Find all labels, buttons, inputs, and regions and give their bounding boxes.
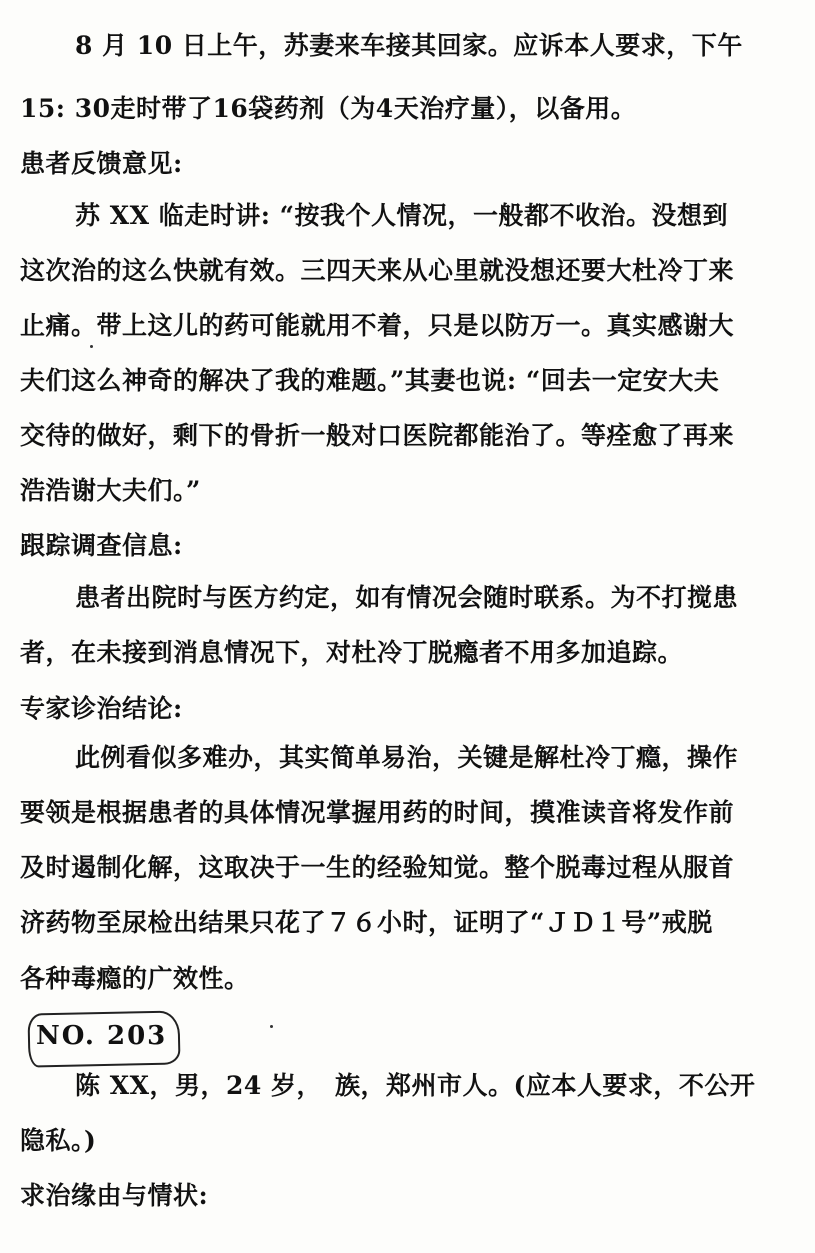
text-line-9: 浩浩谢大夫们。” — [20, 476, 201, 505]
text-line-8: 交待的做好，剩下的骨折一般对口医院都能治了。等痊愈了再来 — [20, 421, 735, 450]
text-line-6: 止痛。带上这儿的药可能就用不着，只是以防万一。真实感谢大 — [20, 311, 735, 340]
scan-speck — [90, 345, 93, 348]
text-line-20: 隐私。) — [20, 1126, 97, 1155]
text-line-17: 济药物至尿检出结果只花了７６小时，证明了“ＪＤ１号”戒脱 — [20, 908, 713, 937]
text-line-2: 15: 30走时带了16袋药剂（为4天治疗量），以备用。 — [20, 94, 637, 123]
text-line-19: 陈 XX，男，24 岁， 族，郑州市人。(应本人要求，不公开 — [75, 1071, 756, 1100]
text-line-7: 夫们这么神奇的解决了我的难题。”其妻也说: “回去一定安大夫 — [20, 366, 720, 395]
text-line-18: 各种毒瘾的广效性。 — [20, 964, 250, 993]
text-line-5: 这次治的这么快就有效。三四天来从心里就没想还要大杜冷丁来 — [20, 256, 735, 285]
scan-speck — [270, 1025, 273, 1028]
text-line-4: 苏 XX 临走时讲: “按我个人情况，一般都不收治。没想到 — [75, 201, 729, 230]
case-number-label: NO. 203 — [36, 1021, 168, 1051]
section-heading-conclusion: 专家诊治结论: — [20, 694, 183, 723]
text-line-11: 患者出院时与医方约定，如有情况会随时联系。为不打搅患 — [75, 583, 739, 612]
section-heading-followup: 跟踪调查信息: — [20, 531, 183, 560]
text-line-14: 此例看似多难办，其实简单易治，关键是解杜冷丁瘾，操作 — [75, 743, 739, 772]
section-heading-reason: 求治缘由与情状: — [20, 1181, 209, 1210]
text-line-15: 要领是根据患者的具体情况掌握用药的时间，摸准读音将发作前 — [20, 798, 735, 827]
text-line-1: 8 月 10 日上午，苏妻来车接其回家。应诉本人要求，下午 — [75, 31, 743, 60]
text-line-12: 者，在未接到消息情况下，对杜冷丁脱瘾者不用多加追踪。 — [20, 638, 684, 667]
section-heading-feedback: 患者反馈意见: — [20, 149, 183, 178]
text-line-16: 及时遏制化解，这取决于一生的经验知觉。整个脱毒过程从服首 — [20, 853, 735, 882]
